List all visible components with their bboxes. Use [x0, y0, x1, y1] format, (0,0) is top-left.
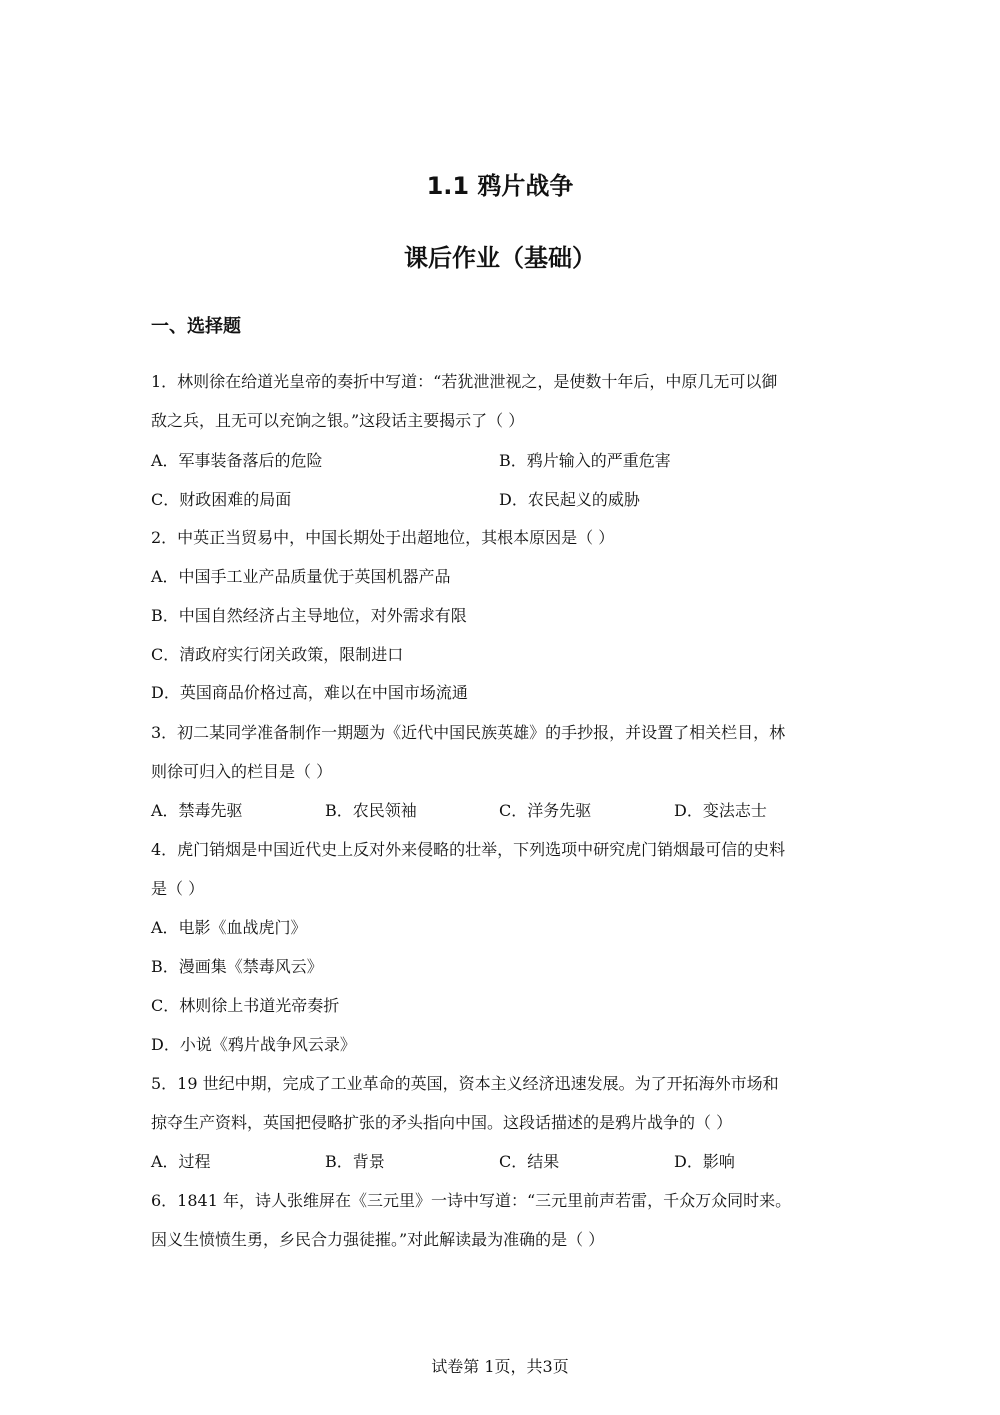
question-2-option-d: D．英国商品价格过高，难以在中国市场流通 — [151, 683, 468, 702]
question-1-option-b: B．鸦片输入的严重危害 — [499, 451, 671, 470]
question-4-option-a: A．电影《血战虎门》 — [151, 918, 307, 937]
question-4-stem-line-2: 是（ ） — [151, 879, 205, 898]
question-3-option-c: C．洋务先驱 — [499, 801, 592, 820]
question-5-stem-line-1: 5．19 世纪中期，完成了工业革命的英国，资本主义经济迅速发展。为了开拓海外市场和 — [151, 1074, 779, 1093]
question-2-stem-line-1: 2．中英正当贸易中，中国长期处于出超地位，其根本原因是（ ） — [151, 528, 615, 547]
document-subtitle: 课后作业（基础） — [404, 244, 596, 272]
question-3-stem-line-1: 3．初二某同学准备制作一期题为《近代中国民族英雄》的手抄报，并设置了相关栏目，林 — [151, 723, 786, 742]
question-5-option-b: B．背景 — [325, 1152, 385, 1171]
question-1-stem-line-1: 1．林则徐在给道光皇帝的奏折中写道：“若犹泄泄视之，是使数十年后，中原几无可以御 — [151, 372, 778, 391]
question-1-stem-line-2: 敌之兵，且无可以充饷之银。”这段话主要揭示了（ ） — [151, 411, 525, 430]
question-1-option-a: A．军事装备落后的危险 — [151, 451, 323, 470]
question-4-option-d: D．小说《鸦片战争风云录》 — [151, 1035, 356, 1054]
question-1-option-d: D．农民起义的威胁 — [499, 490, 640, 509]
question-4-option-b: B．漫画集《禁毒风云》 — [151, 957, 323, 976]
question-3-option-b: B．农民领袖 — [325, 801, 417, 820]
question-2-option-c: C．清政府实行闭关政策，限制进口 — [151, 645, 404, 664]
question-2-option-a: A．中国手工业产品质量优于英国机器产品 — [151, 567, 451, 586]
question-5-option-c: C．结果 — [499, 1152, 560, 1171]
page-footer: 试卷第 1页，共3页 — [431, 1357, 569, 1376]
question-2-option-b: B．中国自然经济占主导地位，对外需求有限 — [151, 606, 467, 625]
question-3-option-a: A．禁毒先驱 — [151, 801, 243, 820]
question-5-option-d: D．影响 — [674, 1152, 735, 1171]
question-6-stem-line-2: 因义生愤愤生勇，乡民合力强徒摧。”对此解读最为准确的是（ ） — [151, 1230, 605, 1249]
question-3-option-d: D．变法志士 — [674, 801, 767, 820]
question-4-stem-line-1: 4．虎门销烟是中国近代史上反对外来侵略的壮举，下列选项中研究虎门销烟最可信的史料 — [151, 840, 786, 859]
question-3-stem-line-2: 则徐可归入的栏目是（ ） — [151, 762, 333, 781]
question-4-option-c: C．林则徐上书道光帝奏折 — [151, 996, 340, 1015]
question-6-stem-line-1: 6．1841 年，诗人张维屏在《三元里》一诗中写道：“三元里前声若雷，千众万众同时来。 — [151, 1191, 792, 1210]
question-5-option-a: A．过程 — [151, 1152, 211, 1171]
section-heading: 一、选择题 — [151, 316, 241, 337]
question-5-stem-line-2: 掠夺生产资料，英国把侵略扩张的矛头指向中国。这段话描述的是鸦片战争的（ ） — [151, 1113, 733, 1132]
question-1-option-c: C．财政困难的局面 — [151, 490, 292, 509]
document-title: 1.1 鸦片战争 — [426, 172, 574, 200]
